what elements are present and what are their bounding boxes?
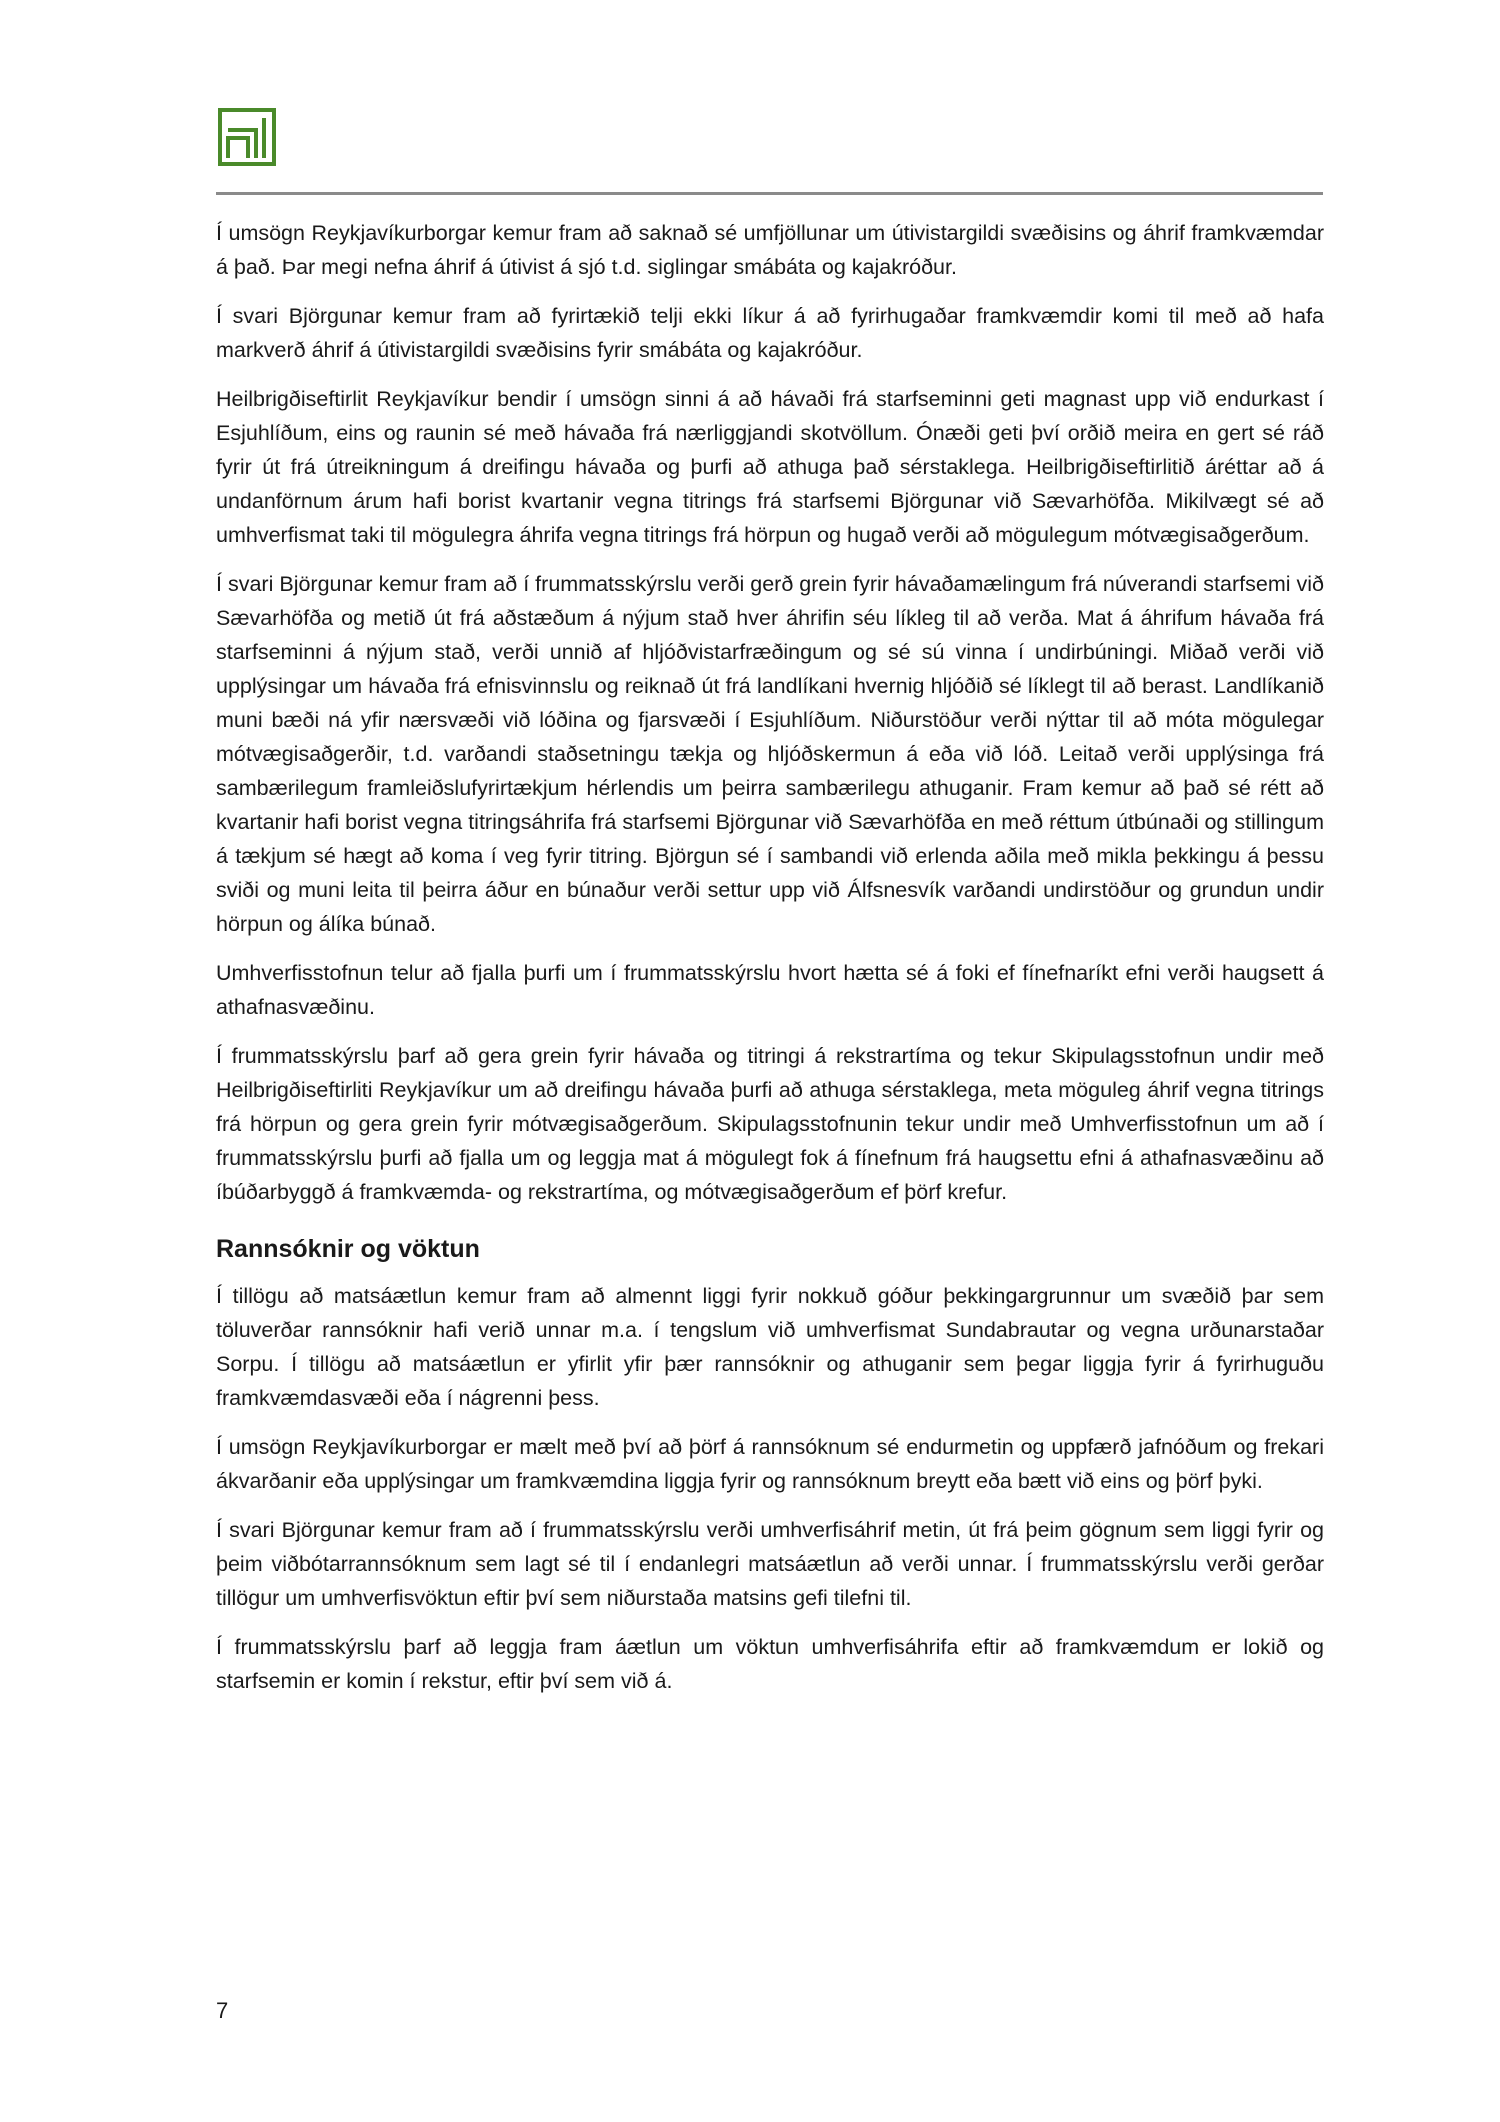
paragraph: Í frummatsskýrslu þarf að leggja fram áætlun um vöktun umhverfisáhrifa eftir að framkvæmdum er lokið og starfsemin er komin í rekstur, eftir því sem við á. xyxy=(216,1635,1324,1693)
paragraph: Umhverfisstofnun telur að fjalla þurfi um í frummatsskýrslu hvort hætta sé á foki ef fínefnaríkt efni verði haugsett á athafnasvæðinu. xyxy=(216,961,1324,1019)
page-number: 7 xyxy=(216,1998,229,2023)
paragraph: Í svari Björgunar kemur fram að í frummatsskýrslu verði gerð grein fyrir hávaðamælingum frá núverandi starfsemi við Sævarhöfða og metið út frá aðstæðum á nýjum stað hver áhrifin séu líkleg til að verða. Mat á áhrifum hávaða frá starfseminni á nýjum stað, verði unnið af hljóðvistarfræðingum og sé sú vinna í undirbúningi. Miðað verði við upplýsingar um hávaða frá efnisvinnslu og reiknað út frá landlíkani hvernig hljóðið sé líklegt til að berast. Landlíkanið muni bæði ná yfir nærsvæði við lóðina og fjarsvæði í Esjuhlíðum. Niðurstöður verði nýttar til að móta mögulegar mótvægisaðgerðir, t.d. varðandi staðsetningu tækja og hljóðskermun á eða við lóð. Leitað verði upplýsinga frá sambærilegum framleiðslufyrirtækjum hérlendis um þeirra sambærilegu athuganir. Fram kemur að það sé rétt að kvartanir hafi borist vegna titringsáhrifa frá starfsemi Björgunar við Sævarhöfða en með réttum útbúnaði og stillingum á tækjum sé hægt að koma í veg fyrir titring. Björgun sé í sambandi við erlenda aðila með mikla þekkingu á þessu sviði og muni leita til þeirra áður en búnaður verði settur upp við Álfsnesvík varðandi undirstöður og grundun undir hörpun og álíka búnað. xyxy=(216,572,1324,936)
paragraph: Heilbrigðiseftirlit Reykjavíkur bendir í umsögn sinni á að hávaði frá starfseminni geti magnast upp við endurkast í Esjuhlíðum, eins og raunin sé með hávaða frá nærliggjandi skotvöllum. Ónæði geti því orðið meira en gert sé ráð fyrir út frá útreikningum á dreifingu hávaða og þurfi að athuga það sérstaklega. Heilbrigðiseftirlitið áréttar að á undanförnum árum hafi borist kvartanir vegna titrings frá starfsemi Björgunar við Sævarhöfða. Mikilvægt sé að umhverfismat taki til mögulegra áhrifa vegna titrings frá hörpun og hugað verði að mögulegum mótvægisaðgerðum. xyxy=(216,387,1324,547)
paragraph: Í svari Björgunar kemur fram að fyrirtækið telji ekki líkur á að fyrirhugaðar framkvæmdir komi til með að hafa markverð áhrif á útivistargildi svæðisins fyrir smábáta og kajakróður. xyxy=(216,304,1324,362)
paragraph: Í tillögu að matsáætlun kemur fram að almennt liggi fyrir nokkuð góður þekkingargrunnur um svæðið þar sem töluverðar rannsóknir hafi verið unnar m.a. í tengslum við umhverfismat Sundabrautar og vegna urðunarstaðar Sorpu. Í tillögu að matsáætlun er yfirlit yfir þær rannsóknir og athuganir sem þegar liggja fyrir á fyrirhuguðu framkvæmdasvæði eða í nágrenni þess. xyxy=(216,1284,1324,1410)
paragraph: Í frummatsskýrslu þarf að gera grein fyrir hávaða og titringi á rekstrartíma og tekur Skipulagsstofnun undir með Heilbrigðiseftirliti Reykjavíkur um að dreifingu hávaða þurfi að athuga sérstaklega, meta möguleg áhrif vegna titrings frá hörpun og gera grein fyrir mótvægisaðgerðum. Skipulagsstofnunin tekur undir með Umhverfisstofnun um að í frummatsskýrslu þurfi að fjalla um og leggja mat á mögulegt fok á fínefnum frá haugsettu efni á athafnasvæðinu að íbúðarbyggð á framkvæmda- og rekstrartíma, og mótvægisaðgerðum ef þörf krefur. xyxy=(216,1044,1324,1204)
paragraph: Í umsögn Reykjavíkurborgar kemur fram að saknað sé umfjöllunar um útivistargildi svæðisins og áhrif framkvæmdar á það. Þar megi nefna áhrif á útivist á sjó t.d. siglingar smábáta og kajakróður. xyxy=(216,221,1324,279)
paragraph: Í svari Björgunar kemur fram að í frummatsskýrslu verði umhverfisáhrif metin, út frá þeim gögnum sem liggi fyrir og þeim viðbótarrannsóknum sem lagt sé til í endanlegri matsáætlun að verði unnar. Í frummatsskýrslu verði gerðar tillögur um umhverfisvöktun eftir því sem niðurstaða matsins gefi tilefni til. xyxy=(216,1518,1324,1610)
green-square-bracket-logo-icon xyxy=(218,108,276,166)
header-divider xyxy=(216,192,1323,195)
paragraph: Í umsögn Reykjavíkurborgar er mælt með því að þörf á rannsóknum sé endurmetin og uppfærð jafnóðum og frekari ákvarðanir eða upplýsingar um framkvæmdina liggja fyrir og rannsóknum breytt eða bætt við eins og þörf þyki. xyxy=(216,1435,1324,1493)
document-body xyxy=(216,216,1324,1713)
section-heading: Rannsóknir og vöktun xyxy=(216,1235,480,1263)
